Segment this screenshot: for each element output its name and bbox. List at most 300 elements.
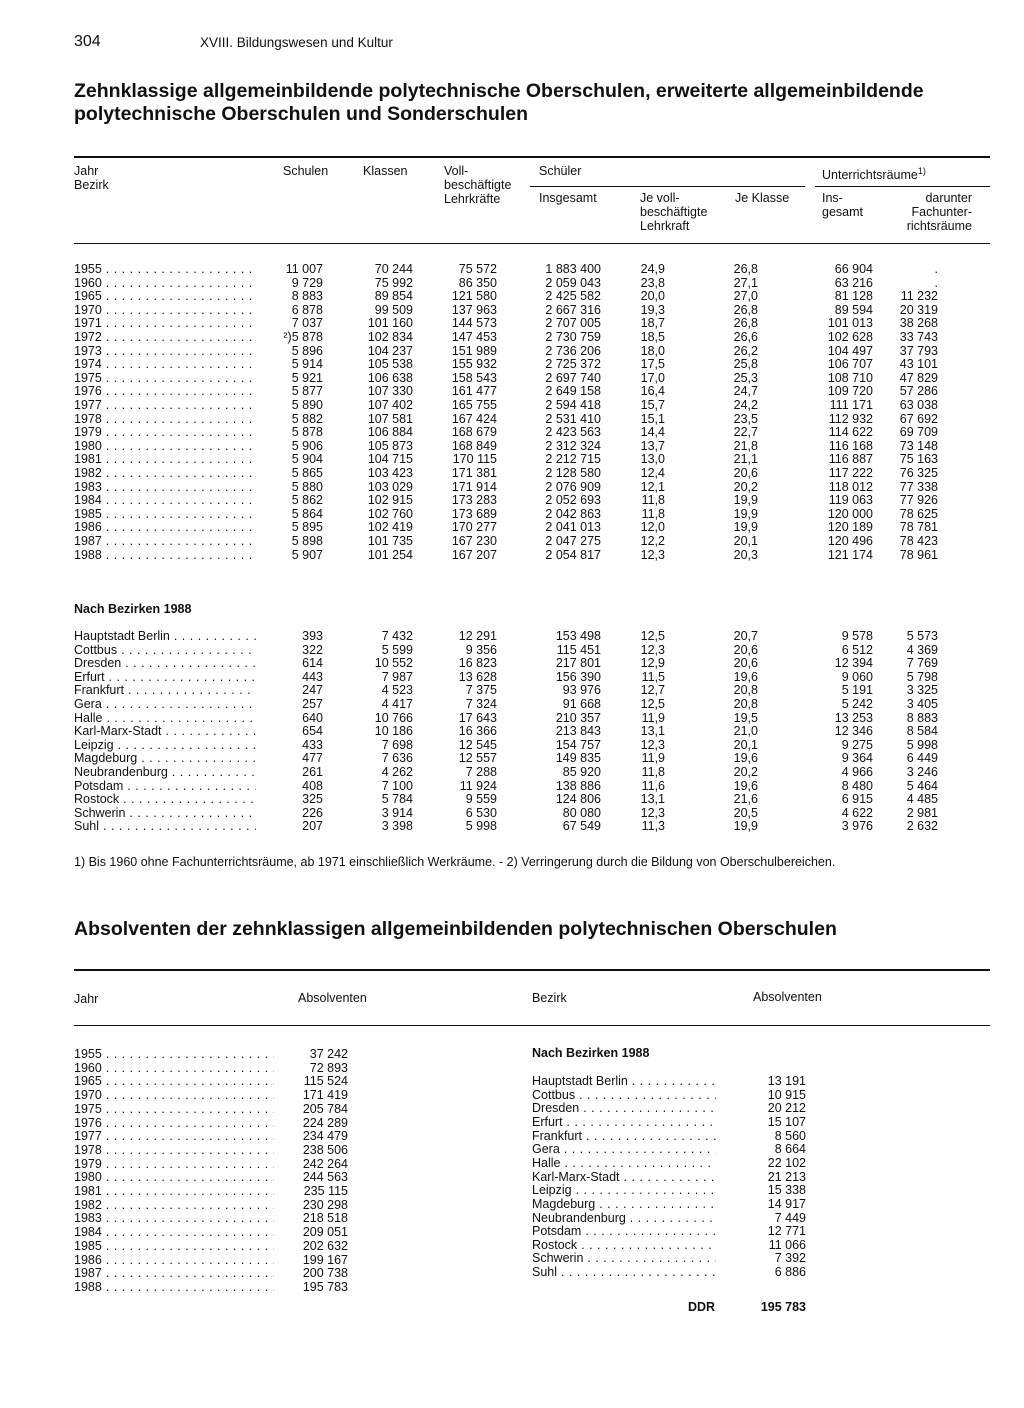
cell-lehrkraefte: 173 283	[451, 493, 497, 508]
row-label: 1984 . . .	[74, 1226, 274, 1240]
cell-je-klasse: 20,8	[733, 683, 758, 698]
cell-insgesamt: 85 920	[562, 765, 601, 779]
cell-absolventen: 8 664	[774, 1142, 806, 1157]
table-row	[0, 331, 1024, 345]
table-row	[0, 698, 1024, 712]
cell-klassen: 107 402	[367, 398, 413, 412]
cell-raeume-fach: 3 405	[906, 697, 938, 711]
cell-insgesamt: 2 212 715	[545, 452, 601, 467]
cell-je-lehrkraft: 13,7	[640, 438, 665, 453]
cell-schulen: 9 729	[291, 275, 323, 290]
cell-raeume-ins: 106 707	[827, 357, 873, 372]
table-row	[0, 1252, 1024, 1266]
cell-insgesamt: 80 080	[562, 805, 601, 820]
cell-je-lehrkraft: 13,0	[640, 452, 665, 467]
cell-raeume-ins: 9 060	[841, 669, 873, 684]
cell-raeume-ins: 8 480	[841, 778, 873, 793]
cell-je-klasse: 26,8	[733, 302, 758, 317]
table-row	[0, 508, 1024, 522]
cell-absolventen: 7 392	[774, 1251, 806, 1266]
table-row	[0, 481, 1024, 495]
row-label: 1965 . . .	[74, 1075, 274, 1089]
cell-lehrkraefte: 7 288	[465, 765, 497, 779]
cell-schulen: 6 878	[291, 302, 323, 317]
cell-raeume-fach: 75 163	[899, 452, 938, 467]
cell-lehrkraefte: 167 207	[451, 547, 497, 562]
row-label: Neubrandenburg . . .	[532, 1212, 716, 1226]
cell-je-klasse: 23,5	[733, 411, 758, 426]
row-label: Gera . . .	[74, 698, 256, 712]
header-raeume: Unterrichtsräume$^{1)}$	[822, 166, 926, 183]
table-row	[0, 385, 1024, 399]
cell-absolventen: 202 632	[302, 1238, 348, 1253]
cell-je-klasse: 26,6	[733, 330, 758, 344]
cell-absolventen: 6 886	[774, 1265, 806, 1280]
cell-schulen: 5 878	[291, 425, 323, 440]
cell-je-klasse: 25,8	[733, 357, 758, 372]
cell-raeume-fach: 2 632	[906, 819, 938, 834]
cell-raeume-ins: 9 275	[841, 737, 873, 752]
row-label: 1971 . . .	[74, 317, 256, 331]
row-label: Potsdam . . .	[532, 1225, 716, 1239]
header-je-klasse: Je Klasse	[735, 191, 790, 205]
cell-je-klasse: 26,8	[733, 316, 758, 331]
cell-lehrkraefte: 168 849	[451, 438, 497, 453]
table-row	[0, 263, 1024, 277]
cell-raeume-ins: 13 253	[834, 710, 873, 725]
cell-raeume-fach: 38 268	[899, 316, 938, 331]
table-row	[0, 1062, 1024, 1076]
cell-klassen: 5 599	[381, 642, 413, 657]
cell-je-lehrkraft: 20,0	[640, 289, 665, 304]
row-label: 1978 . . .	[74, 413, 256, 427]
cell-absolventen: 235 115	[303, 1184, 348, 1198]
cell-raeume-ins: 5 242	[841, 697, 873, 711]
cell-lehrkraefte: 161 477	[451, 384, 497, 399]
cell-je-lehrkraft: 12,4	[640, 466, 665, 480]
row-label: Cottbus . . .	[74, 644, 256, 658]
table-row	[0, 521, 1024, 535]
cell-insgesamt: 93 976	[562, 683, 601, 698]
row-label: Halle . . .	[74, 712, 256, 726]
header-jahr: Jahr	[74, 164, 99, 178]
cell-schulen: 5 898	[291, 534, 323, 548]
table-row	[0, 494, 1024, 508]
row-label: Rostock . . .	[532, 1239, 716, 1253]
cell-klassen: 70 244	[374, 262, 413, 276]
cell-lehrkraefte: 147 453	[451, 330, 497, 344]
cell-je-lehrkraft: 11,8	[641, 506, 665, 521]
cell-je-klasse: 20,8	[733, 697, 758, 711]
cell-raeume-fach: 67 692	[899, 411, 938, 426]
cell-klassen: 7 636	[381, 751, 413, 766]
cell-absolventen: 21 213	[767, 1169, 806, 1184]
header-bezirk-2: Bezirk	[532, 991, 567, 1005]
cell-schulen: 654	[302, 724, 323, 739]
header-schueler: Schüler	[539, 164, 582, 178]
cell-raeume-fach: 33 743	[899, 330, 938, 344]
cell-absolventen: 224 289	[302, 1115, 348, 1130]
cell-raeume-fach: 4 485	[906, 792, 938, 807]
cell-je-klasse: 20,6	[733, 656, 758, 671]
cell-klassen: 107 581	[367, 411, 413, 426]
cell-schulen: 7 037	[291, 316, 323, 331]
table-row	[0, 1130, 1024, 1144]
row-label: 1980 . . .	[74, 440, 256, 454]
table-row	[0, 1048, 1024, 1062]
cell-schulen: 5 921	[291, 370, 323, 385]
row-label: Dresden . . .	[532, 1102, 716, 1116]
header-bottom-rule	[74, 243, 990, 244]
table-row	[0, 1266, 1024, 1280]
row-label: Hauptstadt Berlin . . .	[74, 630, 256, 644]
table-row	[0, 1116, 1024, 1130]
ddr-total-label: DDR	[688, 1300, 716, 1314]
cell-raeume-ins: 12 346	[834, 724, 873, 739]
row-label: Gera . . .	[532, 1143, 716, 1157]
cell-raeume-ins: 81 128	[834, 289, 873, 304]
table-row	[0, 630, 1024, 644]
table-row	[0, 807, 1024, 821]
cell-raeume-fach: 47 829	[899, 370, 938, 385]
table-row	[0, 1157, 1024, 1171]
cell-absolventen: 200 738	[302, 1266, 348, 1281]
cell-absolventen: 234 479	[302, 1129, 348, 1144]
cell-raeume-ins: 66 904	[834, 262, 873, 276]
chapter-title: XVIII. Bildungswesen und Kultur	[200, 35, 393, 50]
cell-schulen: 5 914	[291, 357, 323, 372]
schueler-rule	[530, 186, 805, 187]
cell-absolventen: 230 298	[302, 1197, 348, 1212]
cell-lehrkraefte: 7 375	[465, 683, 497, 698]
cell-je-lehrkraft: 18,7	[640, 316, 665, 331]
cell-raeume-fach: 78 961	[899, 547, 938, 562]
cell-absolventen: 15 338	[767, 1183, 806, 1198]
cell-klassen: 102 834	[367, 330, 413, 344]
cell-je-lehrkraft: 13,1	[640, 792, 665, 807]
cell-absolventen: 10 915	[767, 1087, 806, 1102]
table-row	[0, 358, 1024, 372]
cell-schulen: 443	[302, 669, 323, 684]
cell-je-lehrkraft: 15,7	[640, 398, 665, 412]
cell-raeume-fach: .	[934, 262, 938, 276]
row-label: Rostock . . .	[74, 793, 256, 807]
cell-je-lehrkraft: 13,1	[640, 724, 665, 739]
cell-je-lehrkraft: 19,3	[640, 302, 665, 317]
row-label: 1970 . . .	[74, 1089, 274, 1103]
cell-raeume-fach: 8 584	[906, 724, 938, 739]
ddr-total-value: 195 783	[760, 1300, 806, 1314]
cell-schulen: ²)5 878	[283, 330, 323, 344]
cell-je-lehrkraft: 12,3	[640, 805, 665, 820]
cell-je-lehrkraft: 14,4	[640, 425, 665, 440]
cell-insgesamt: 138 886	[555, 778, 601, 793]
table-row	[0, 426, 1024, 440]
row-label: 1976 . . .	[74, 385, 256, 399]
table1-title: Zehnklassige allgemeinbildende polytechnische Oberschulen, erweiterte allgemeinbildende polytechnische Oberschulen und Sonderschulen	[74, 80, 924, 125]
cell-je-klasse: 24,2	[733, 398, 758, 412]
cell-raeume-ins: 116 887	[828, 452, 873, 467]
cell-insgesamt: 2 059 043	[545, 275, 601, 290]
row-label: 1987 . . .	[74, 535, 256, 549]
header-darunter: darunter Fachunter- richtsräume	[906, 191, 972, 233]
table-row	[0, 644, 1024, 658]
cell-je-lehrkraft: 15,1	[640, 411, 665, 426]
cell-schulen: 261	[302, 765, 323, 779]
cell-klassen: 4 523	[381, 683, 413, 698]
cell-raeume-fach: 78 625	[899, 506, 938, 521]
row-label: 1981 . . .	[74, 453, 256, 467]
cell-lehrkraefte: 165 755	[451, 398, 497, 412]
cell-schulen: 5 896	[291, 343, 323, 358]
cell-lehrkraefte: 12 557	[458, 751, 497, 766]
header-bezirk: Bezirk	[74, 178, 109, 192]
cell-schulen: 5 877	[291, 384, 323, 399]
cell-klassen: 3 398	[381, 819, 413, 834]
cell-insgesamt: 115 451	[556, 642, 601, 657]
row-label: 1979 . . .	[74, 1158, 274, 1172]
row-label: 1982 . . .	[74, 1199, 274, 1213]
page-number: 304	[74, 33, 101, 50]
row-label: 1976 . . .	[74, 1117, 274, 1131]
cell-je-klasse: 20,5	[733, 805, 758, 820]
cell-je-lehrkraft: 23,8	[640, 275, 665, 290]
cell-lehrkraefte: 144 573	[451, 316, 497, 331]
cell-schulen: 5 862	[291, 493, 323, 508]
cell-je-lehrkraft: 16,4	[640, 384, 665, 399]
cell-raeume-fach: 78 781	[899, 520, 938, 535]
cell-je-klasse: 26,8	[733, 262, 758, 276]
cell-schulen: 5 880	[291, 479, 323, 494]
cell-klassen: 106 638	[367, 370, 413, 385]
cell-raeume-ins: 104 497	[827, 343, 873, 358]
cell-raeume-fach: 63 038	[899, 398, 938, 412]
cell-klassen: 102 760	[367, 506, 413, 521]
cell-raeume-fach: 2 981	[906, 805, 938, 820]
row-label: 1977 . . .	[74, 399, 256, 413]
cell-raeume-ins: 112 932	[828, 411, 873, 426]
cell-je-klasse: 20,2	[733, 479, 758, 494]
cell-je-klasse: 19,9	[733, 506, 758, 521]
cell-klassen: 107 330	[367, 384, 413, 399]
cell-je-klasse: 20,2	[733, 765, 758, 779]
cell-lehrkraefte: 5 998	[465, 819, 497, 834]
cell-raeume-fach: 3 325	[906, 683, 938, 698]
cell-je-klasse: 21,1	[733, 452, 758, 467]
cell-je-klasse: 19,6	[733, 669, 758, 684]
cell-klassen: 101 254	[367, 547, 413, 562]
row-label: 1988 . . .	[74, 549, 256, 563]
cell-raeume-fach: 76 325	[899, 466, 938, 480]
row-label: 1965 . . .	[74, 290, 256, 304]
cell-raeume-fach: 4 369	[906, 642, 938, 657]
table2-title: Absolventen der zehnklassigen allgemeinbildenden polytechnischen Oberschulen	[74, 918, 837, 940]
cell-raeume-fach: .	[934, 275, 938, 290]
cell-klassen: 5 784	[381, 792, 413, 807]
cell-absolventen: 37 242	[309, 1047, 348, 1061]
cell-je-lehrkraft: 12,7	[640, 683, 665, 698]
row-label: 1970 . . .	[74, 304, 256, 318]
cell-je-klasse: 19,5	[733, 710, 758, 725]
row-label: 1983 . . .	[74, 1212, 274, 1226]
cell-raeume-fach: 11 232	[900, 289, 938, 304]
cell-absolventen: 244 563	[302, 1170, 348, 1185]
cell-je-klasse: 19,6	[733, 751, 758, 766]
cell-klassen: 102 419	[367, 520, 413, 535]
header-jahr-2: Jahr	[74, 992, 99, 1006]
cell-klassen: 101 735	[367, 534, 413, 548]
cell-lehrkraefte: 171 914	[451, 479, 497, 494]
cell-absolventen: 7 449	[774, 1210, 806, 1225]
row-label: Cottbus . . .	[532, 1089, 716, 1103]
cell-insgesamt: 2 312 324	[545, 438, 601, 453]
cell-lehrkraefte: 168 679	[451, 425, 497, 440]
row-label: Frankfurt . . .	[532, 1130, 716, 1144]
cell-lehrkraefte: 13 628	[458, 669, 497, 684]
cell-klassen: 104 715	[367, 452, 413, 467]
cell-schulen: 325	[302, 792, 323, 807]
cell-raeume-ins: 6 512	[841, 642, 873, 657]
row-label: 1975 . . .	[74, 372, 256, 386]
cell-schulen: 5 890	[291, 398, 323, 412]
row-label: 1974 . . .	[74, 358, 256, 372]
cell-schulen: 393	[302, 629, 323, 643]
cell-lehrkraefte: 155 932	[451, 357, 497, 372]
cell-raeume-fach: 37 793	[899, 343, 938, 358]
cell-je-klasse: 19,9	[733, 819, 758, 834]
row-label: 1987 . . .	[74, 1267, 274, 1281]
cell-absolventen: 242 264	[302, 1156, 348, 1171]
cell-klassen: 103 423	[367, 466, 413, 480]
cell-lehrkraefte: 11 924	[459, 778, 497, 793]
cell-insgesamt: 2 041 013	[545, 520, 601, 535]
cell-insgesamt: 91 668	[562, 697, 601, 711]
cell-raeume-fach: 3 246	[906, 765, 938, 779]
cell-je-lehrkraft: 11,5	[641, 669, 665, 684]
row-label: 1985 . . .	[74, 1240, 274, 1254]
cell-lehrkraefte: 9 559	[465, 792, 497, 807]
cell-klassen: 104 237	[367, 343, 413, 358]
cell-klassen: 105 873	[367, 438, 413, 453]
row-label: 1982 . . .	[74, 467, 256, 481]
cell-absolventen: 218 518	[302, 1211, 348, 1226]
cell-schulen: 5 864	[291, 506, 323, 521]
cell-lehrkraefte: 167 424	[451, 411, 497, 426]
cell-lehrkraefte: 9 356	[465, 642, 497, 657]
cell-raeume-ins: 9 364	[841, 751, 873, 766]
cell-lehrkraefte: 7 324	[465, 697, 497, 711]
cell-schulen: 640	[302, 710, 323, 725]
cell-absolventen: 238 506	[302, 1142, 348, 1157]
row-label: Halle . . .	[532, 1157, 716, 1171]
table-row	[0, 725, 1024, 739]
row-label: Karl-Marx-Stadt . . .	[74, 725, 256, 739]
cell-raeume-ins: 119 063	[828, 493, 873, 508]
cell-raeume-ins: 4 622	[841, 805, 873, 820]
cell-je-lehrkraft: 11,6	[641, 778, 665, 793]
cell-raeume-fach: 73 148	[899, 438, 938, 453]
cell-raeume-ins: 108 710	[827, 370, 873, 385]
cell-lehrkraefte: 170 277	[451, 520, 497, 535]
table-row	[0, 290, 1024, 304]
cell-insgesamt: 67 549	[562, 819, 601, 834]
table-row	[0, 1198, 1024, 1212]
row-label: Magdeburg . . .	[74, 752, 256, 766]
table-row	[0, 277, 1024, 291]
row-label: 1977 . . .	[74, 1130, 274, 1144]
cell-je-klasse: 25,3	[733, 370, 758, 385]
cell-raeume-ins: 3 976	[841, 819, 873, 834]
cell-lehrkraefte: 121 580	[451, 289, 497, 304]
row-label: Suhl . . .	[532, 1266, 716, 1280]
row-label: Magdeburg . . .	[532, 1198, 716, 1212]
header-absolventen-right: Absolventen	[753, 990, 822, 1004]
cell-raeume-ins: 121 174	[827, 547, 873, 562]
cell-schulen: 226	[302, 805, 323, 820]
cell-lehrkraefte: 6 530	[465, 805, 497, 820]
cell-lehrkraefte: 158 543	[451, 370, 497, 385]
table1-bezirke-title: Nach Bezirken 1988	[74, 602, 192, 616]
cell-absolventen: 195 783	[302, 1279, 348, 1294]
cell-insgesamt: 217 801	[555, 656, 601, 671]
cell-schulen: 477	[302, 751, 323, 766]
cell-absolventen: 11 066	[768, 1237, 806, 1252]
cell-je-lehrkraft: 12,3	[640, 737, 665, 752]
cell-je-lehrkraft: 18,0	[640, 343, 665, 358]
row-label: 1973 . . .	[74, 345, 256, 359]
cell-schulen: 207	[302, 819, 323, 834]
row-label: 1986 . . .	[74, 521, 256, 535]
cell-absolventen: 8 560	[774, 1128, 806, 1143]
row-label: Karl-Marx-Stadt . . .	[532, 1171, 716, 1185]
cell-raeume-fach: 69 709	[899, 425, 938, 440]
row-label: Frankfurt . . .	[74, 684, 256, 698]
cell-insgesamt: 2 076 909	[545, 479, 601, 494]
row-label: 1985 . . .	[74, 508, 256, 522]
row-label: Schwerin . . .	[532, 1252, 716, 1266]
cell-raeume-ins: 116 168	[828, 438, 873, 453]
cell-je-lehrkraft: 12,3	[640, 642, 665, 657]
cell-je-klasse: 20,6	[733, 466, 758, 480]
cell-schulen: 8 883	[291, 289, 323, 304]
cell-insgesamt: 213 843	[555, 724, 601, 739]
cell-klassen: 10 186	[374, 724, 413, 739]
cell-je-lehrkraft: 12,1	[640, 479, 665, 494]
row-label: 1980 . . .	[74, 1171, 274, 1185]
cell-je-klasse: 22,7	[733, 425, 758, 440]
row-label: 1981 . . .	[74, 1185, 274, 1199]
cell-absolventen: 205 784	[302, 1101, 348, 1116]
cell-schulen: 433	[302, 737, 323, 752]
cell-je-lehrkraft: 17,5	[640, 357, 665, 372]
cell-je-klasse: 19,9	[733, 520, 758, 535]
cell-je-klasse: 24,7	[733, 384, 758, 399]
cell-raeume-fach: 7 769	[906, 656, 938, 671]
table-row	[0, 1089, 1024, 1103]
cell-lehrkraefte: 173 689	[451, 506, 497, 521]
cell-klassen: 4 262	[381, 765, 413, 779]
cell-absolventen: 199 167	[302, 1252, 348, 1267]
cell-insgesamt: 156 390	[555, 669, 601, 684]
cell-schulen: 5 895	[291, 520, 323, 535]
cell-insgesamt: 2 594 418	[545, 398, 601, 412]
cell-lehrkraefte: 137 963	[451, 302, 497, 317]
row-label: 1978 . . .	[74, 1144, 274, 1158]
table-row	[0, 535, 1024, 549]
cell-raeume-ins: 117 222	[828, 466, 873, 480]
cell-je-lehrkraft: 18,5	[640, 330, 665, 344]
cell-je-lehrkraft: 11,8	[641, 493, 665, 508]
